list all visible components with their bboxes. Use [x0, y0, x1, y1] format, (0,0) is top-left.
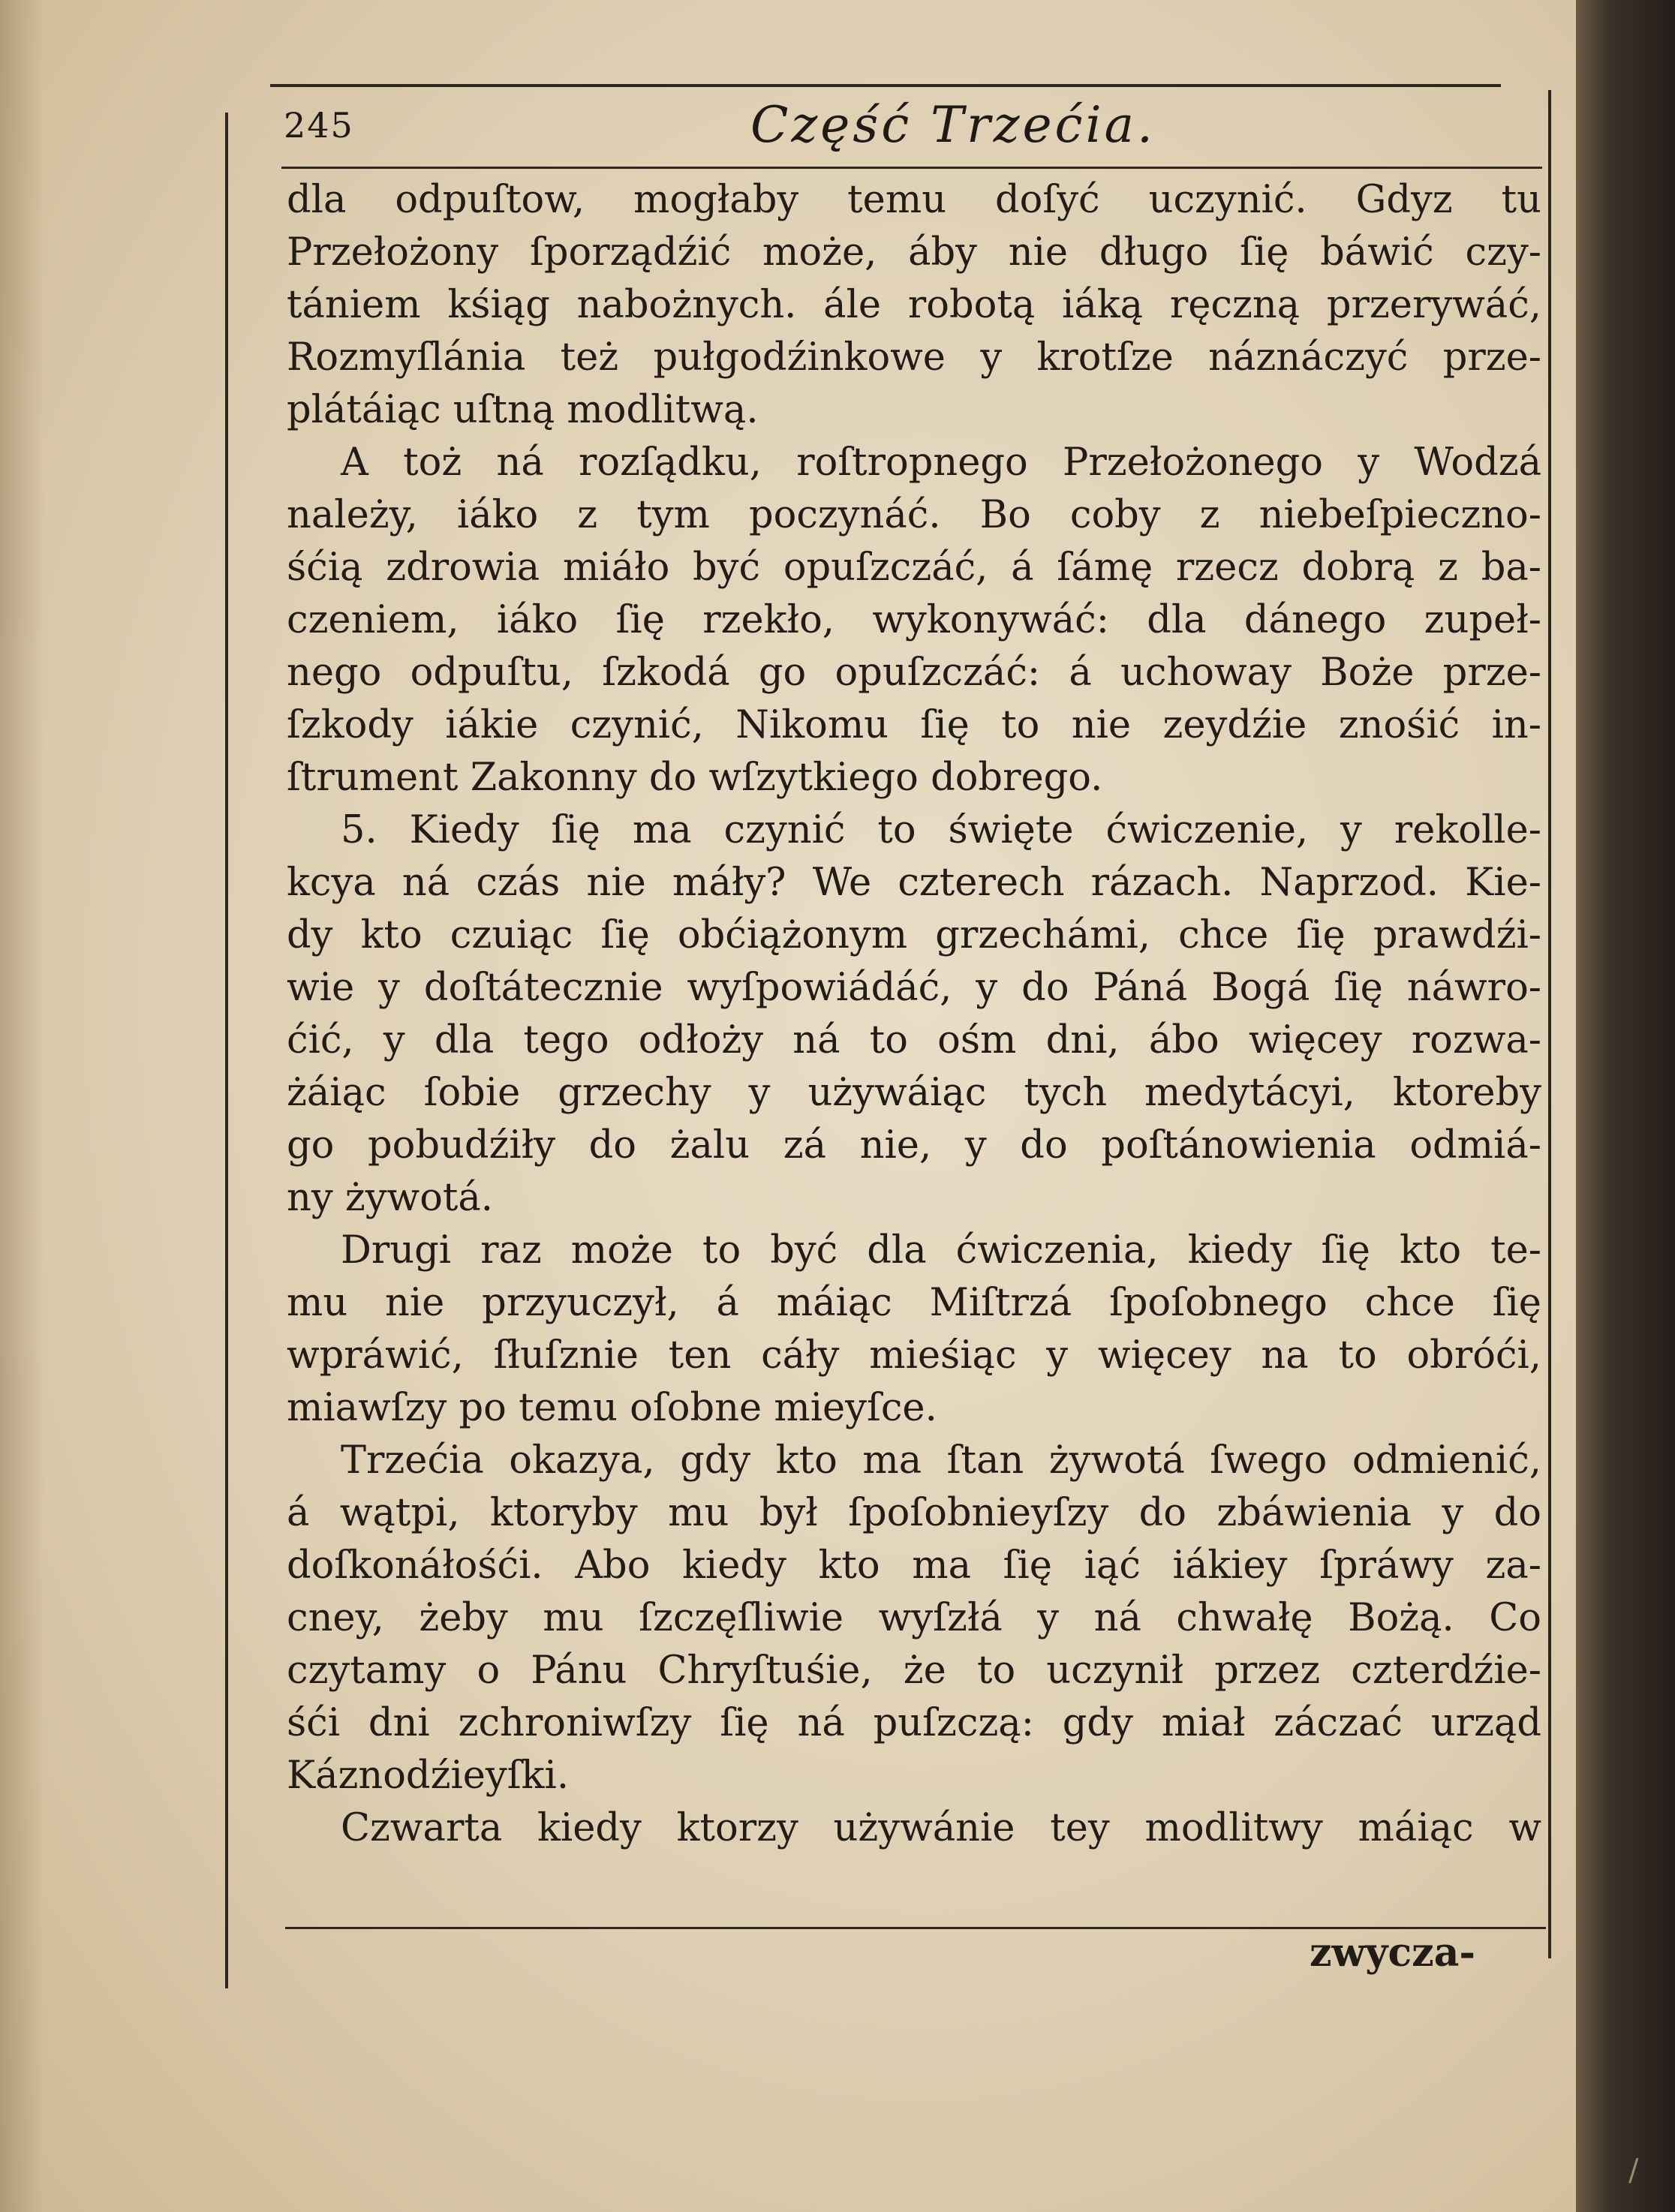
margin-mark: /	[1628, 2153, 1639, 2188]
text-line: á wątpi, ktoryby mu był ſpoſobnieyſzy do zbáwienia y do	[287, 1491, 1541, 1535]
top-rule	[270, 84, 1501, 87]
body-text	[287, 174, 1541, 1855]
text-line: czeniem, iáko ſię rzekło, wykonywáć: dla dánego zupeł-	[287, 598, 1541, 642]
text-line: dy kto czuiąc ſię obćiążonym grzechámi, chce ſię prawdźi-	[287, 913, 1541, 957]
text-line: kcya ná czás nie máły? We czterech rázach. Naprzod. Kie-	[287, 861, 1541, 905]
text-line: żáiąc ſobie grzechy y używáiąc tych medytácyi, ktoreby	[287, 1071, 1541, 1115]
text-line: ćić, y dla tego odłoży ná to ośm dni, ábo więcey rozwa-	[287, 1018, 1541, 1062]
book-gutter	[1576, 0, 1675, 2212]
text-line: Przełożony ſporządźić może, áby nie długo ſię báwić czy-	[287, 230, 1541, 275]
text-line: ſtrument Zakonny do wſzytkiego dobrego.	[287, 756, 1103, 800]
text-line: miawſzy po temu oſobne mieyſce.	[287, 1386, 937, 1430]
text-line: ny żywotá.	[287, 1176, 494, 1220]
text-line: Czwarta kiedy ktorzy używánie tey modlitwy máiąc w	[341, 1806, 1541, 1850]
text-line: go pobudźiły do żalu zá nie, y do poſtánowienia odmiá-	[287, 1123, 1541, 1168]
page-number: 245	[284, 105, 354, 146]
text-line: A toż ná rozſądku, roſtropnego Przełożonego y Wodzá	[341, 440, 1541, 485]
text-line: Trzećia okazya, gdy kto ma ſtan żywotá ſwego odmienić,	[341, 1438, 1541, 1483]
text-line: cney, żeby mu ſzczęſliwie wyſzłá y ná chwałę Bożą. Co	[287, 1596, 1541, 1640]
running-head: Część Trzećia.	[750, 96, 1156, 154]
text-line: dla odpuſtow, mogłaby temu doſyć uczynić. Gdyz tu	[287, 178, 1541, 222]
right-frame-rule	[1548, 90, 1551, 1958]
text-line: Rozmyſlánia też pułgodźinkowe y krotſze náznáczyć prze-	[287, 335, 1541, 380]
text-line: wpráwić, ſłuſznie ten cáły mieśiąc y więcey na to obróći,	[287, 1333, 1541, 1378]
text-line: Drugi raz może to być dla ćwiczenia, kiedy ſię kto te-	[341, 1228, 1541, 1273]
header-rule	[281, 167, 1542, 169]
text-line: czytamy o Pánu Chryſtuśie, że to uczynił przez czterdźie-	[287, 1648, 1541, 1693]
text-line: należy, iáko z tym poczynáć. Bo coby z niebeſpieczno-	[287, 493, 1541, 537]
text-line: mu nie przyuczył, á máiąc Miſtrzá ſpoſobnego chce ſię	[287, 1281, 1541, 1325]
text-line: wie y doſtátecznie wyſpowiádáć, y do Páná Bogá ſię náwro-	[287, 966, 1541, 1010]
text-line: śćią zdrowia miáło być opuſzczáć, á ſámę rzecz dobrą z ba-	[287, 545, 1541, 590]
text-line: tániem kśiąg nabożnych. ále robotą iáką ręczną przerywáć,	[287, 283, 1541, 327]
text-line: doſkonáłośći. Abo kiedy kto ma ſię iąć iákiey ſpráwy za-	[287, 1543, 1541, 1588]
text-line: plátáiąc uſtną modlitwą.	[287, 388, 759, 432]
text-line: ſzkody iákie czynić, Nikomu ſię to nie zeydźie znośić in-	[287, 703, 1541, 747]
left-frame-rule	[225, 113, 228, 1988]
text-line: Káznodźieyſki.	[287, 1754, 570, 1798]
text-line: śći dni zchroniwſzy ſię ná puſzczą: gdy miał záczać urząd	[287, 1701, 1541, 1745]
catchword: zwycza-	[1310, 1930, 1475, 1976]
text-line: 5. Kiedy ſię ma czynić to święte ćwiczenie, y rekolle-	[341, 808, 1541, 852]
page-edge-shadow	[0, 0, 45, 2212]
text-line: nego odpuſtu, ſzkodá go opuſzczáć: á uchoway Boże prze-	[287, 651, 1541, 695]
bottom-rule	[285, 1927, 1546, 1929]
